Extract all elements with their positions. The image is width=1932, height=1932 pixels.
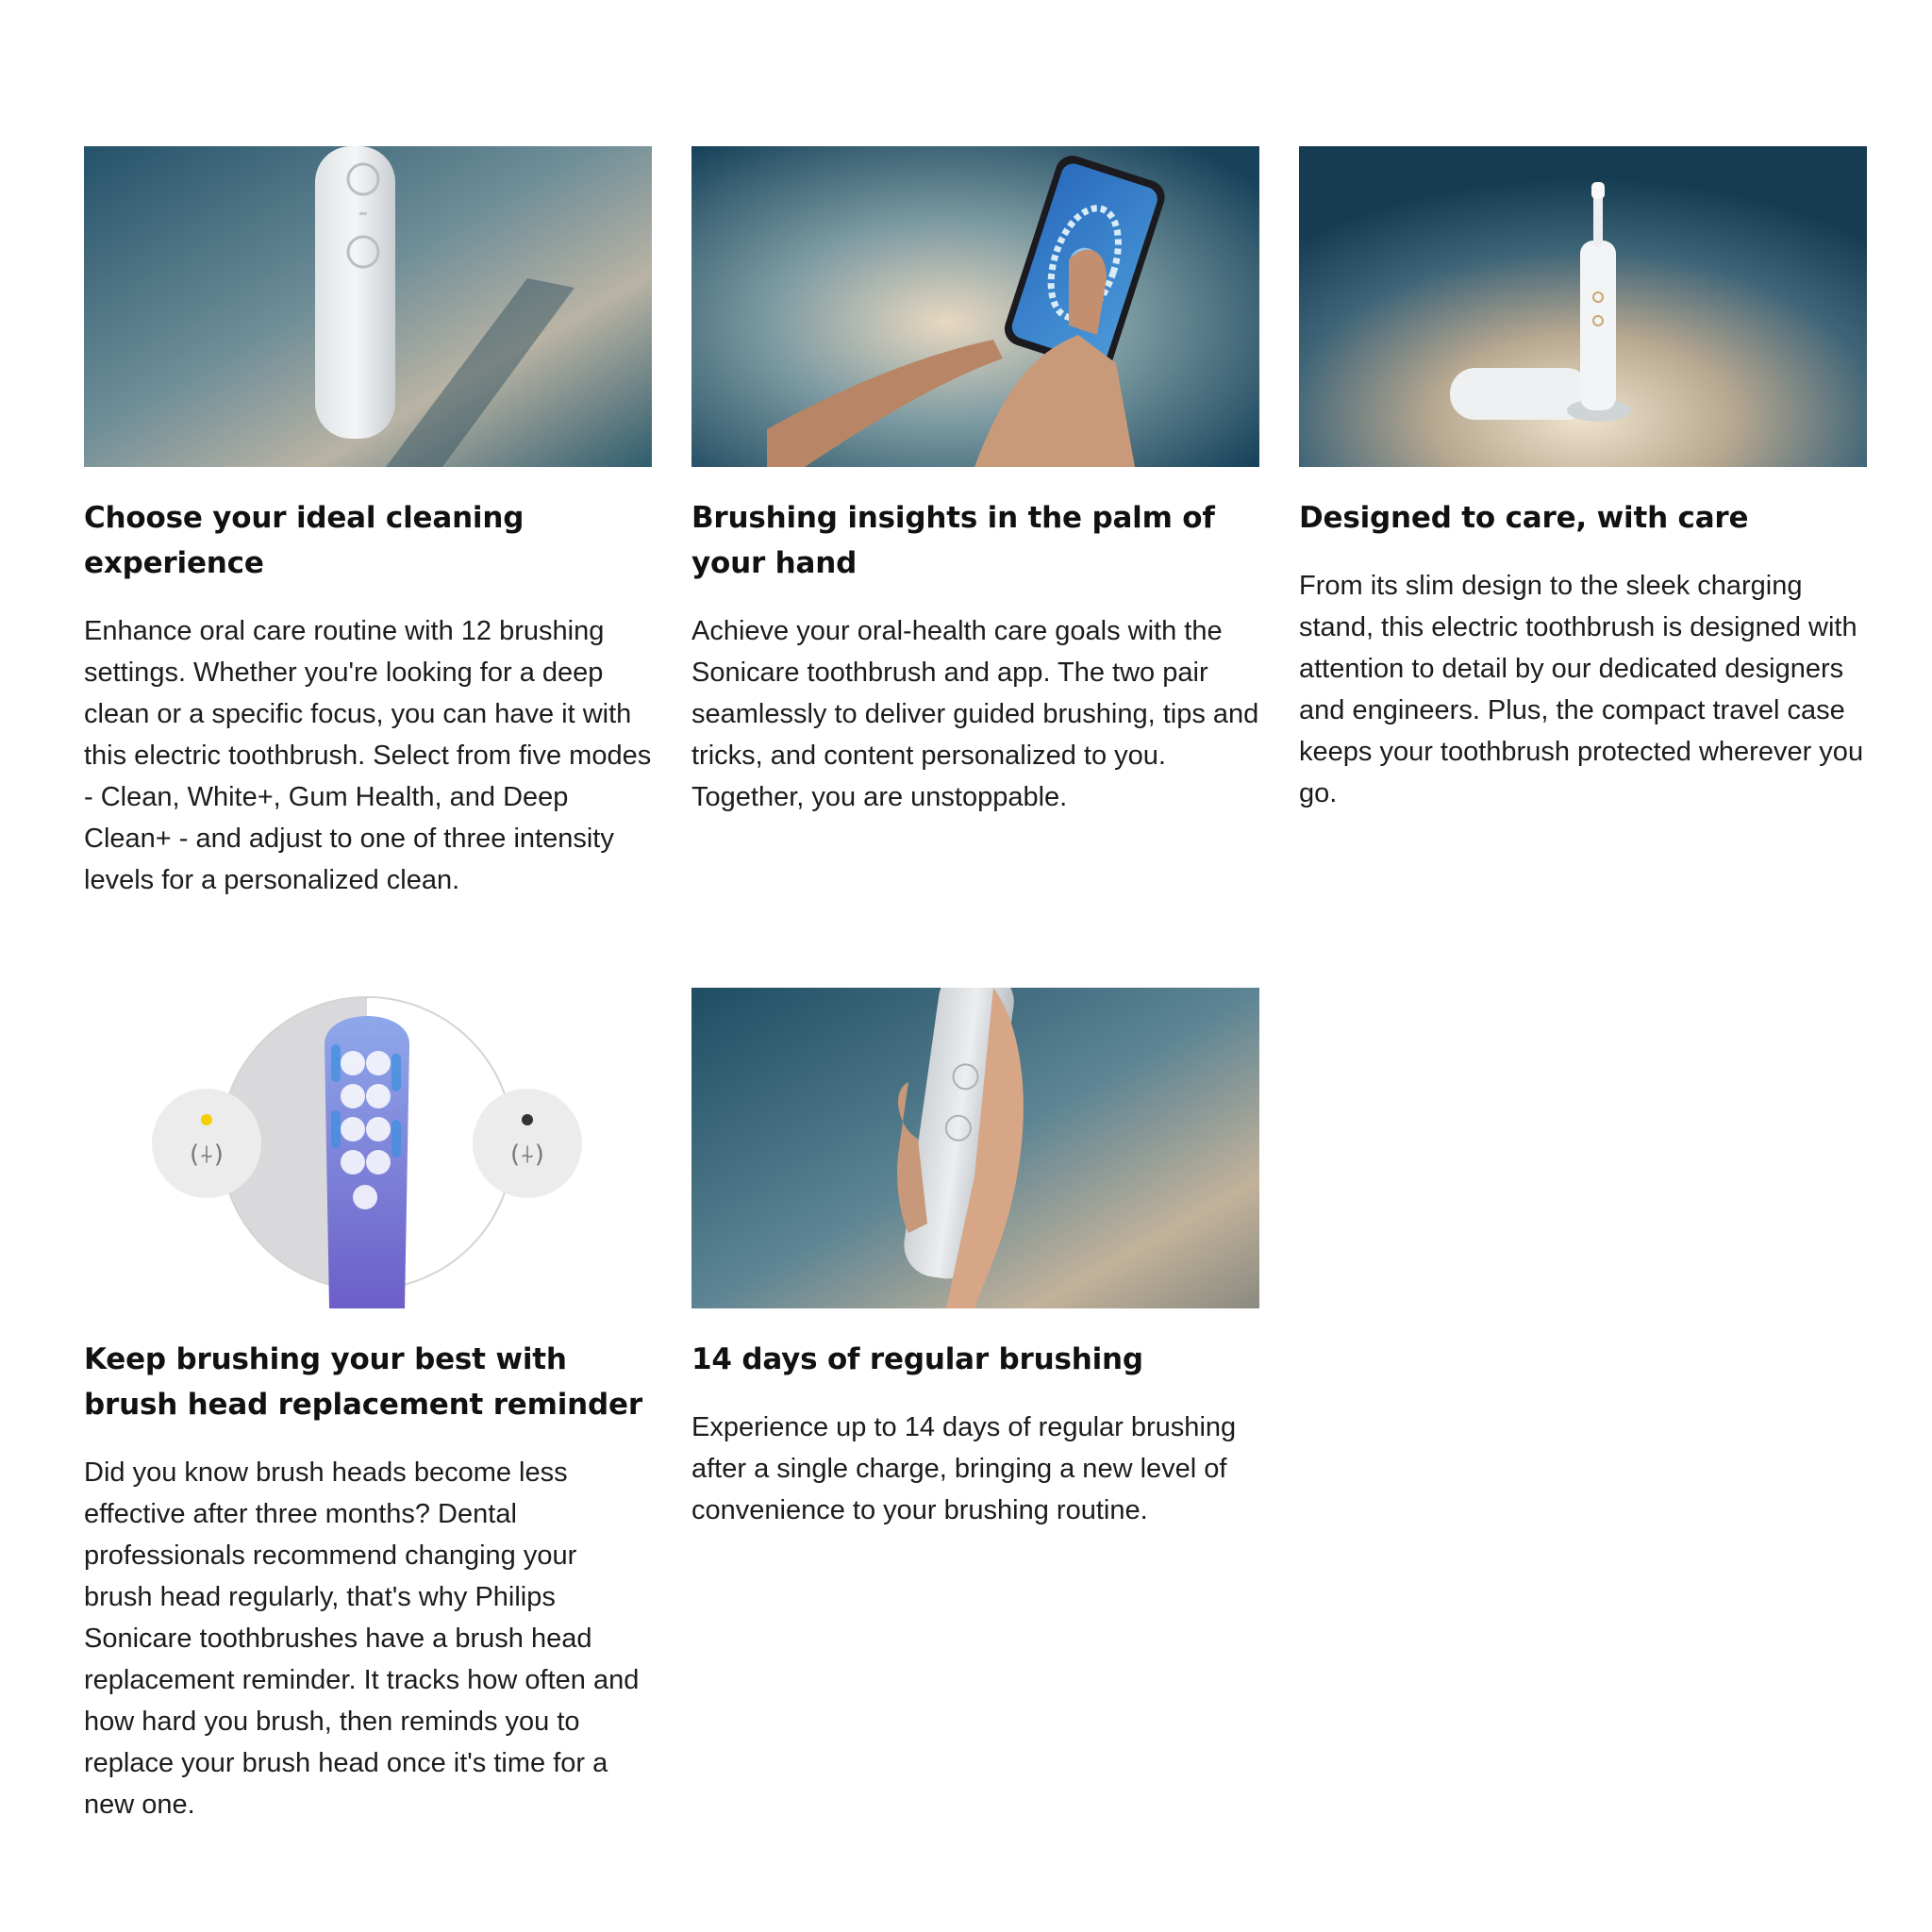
feature-card-replacement-reminder xyxy=(84,988,652,1825)
feature-description: Achieve your oral-health care goals with the Sonicare toothbrush and app. The two pair seamlessly to deliver guided brushing, tips and tricks, and content personalized to you. Together, you are unstoppable. xyxy=(691,616,1259,812)
feature-title: Keep brushing your best with brush head replacement reminder xyxy=(84,1342,642,1422)
toothbrush-handle-image xyxy=(84,146,652,467)
feature-description: From its slim design to the sleek charging stand, this electric toothbrush is designed with attention to detail by our dedicated designers and engineers. Plus, the compact travel case keeps your toothbrush protected wherever you go. xyxy=(1299,571,1864,808)
hand-holding-toothbrush-image xyxy=(691,988,1259,1308)
feature-title: Brushing insights in the palm of your hand xyxy=(691,501,1215,580)
feature-title: 14 days of regular brushing xyxy=(691,1342,1143,1376)
brush-head-reminder-image xyxy=(84,988,652,1308)
feature-description: Enhance oral care routine with 12 brushing settings. Whether you're looking for a deep clean or a specific focus, you can have it with this electric toothbrush. Select from five modes - Clean, White+, Gum Health, and Deep Clean+ - and adjust to one of three intensity levels for a personalized clean. xyxy=(84,616,652,895)
feature-card-brushing-insights xyxy=(691,146,1259,818)
svg-text:(⍭): (⍭) xyxy=(190,1141,224,1169)
feature-title: Designed to care, with care xyxy=(1299,501,1749,535)
feature-title: Choose your ideal cleaning experience xyxy=(84,501,525,580)
feature-description: Experience up to 14 days of regular brushing after a single charge, bringing a new level of convenience to your brushing routine. xyxy=(691,1412,1237,1525)
feature-card-designed-to-care xyxy=(1299,146,1867,814)
svg-text:(⍭): (⍭) xyxy=(510,1141,544,1169)
feature-description: Did you know brush heads become less effective after three months? Dental professionals recommend changing your brush head regularly, that's why Philips Sonicare toothbrushes have a brush head replacement reminder. It tracks how often and how hard you brush, then reminds you to replace your brush head once it's time for a new one. xyxy=(84,1457,640,1820)
phone-app-image xyxy=(691,146,1259,467)
charging-stand-image xyxy=(1299,146,1867,467)
feature-card-cleaning-experience xyxy=(84,146,652,901)
feature-card-battery-life xyxy=(691,988,1259,1531)
